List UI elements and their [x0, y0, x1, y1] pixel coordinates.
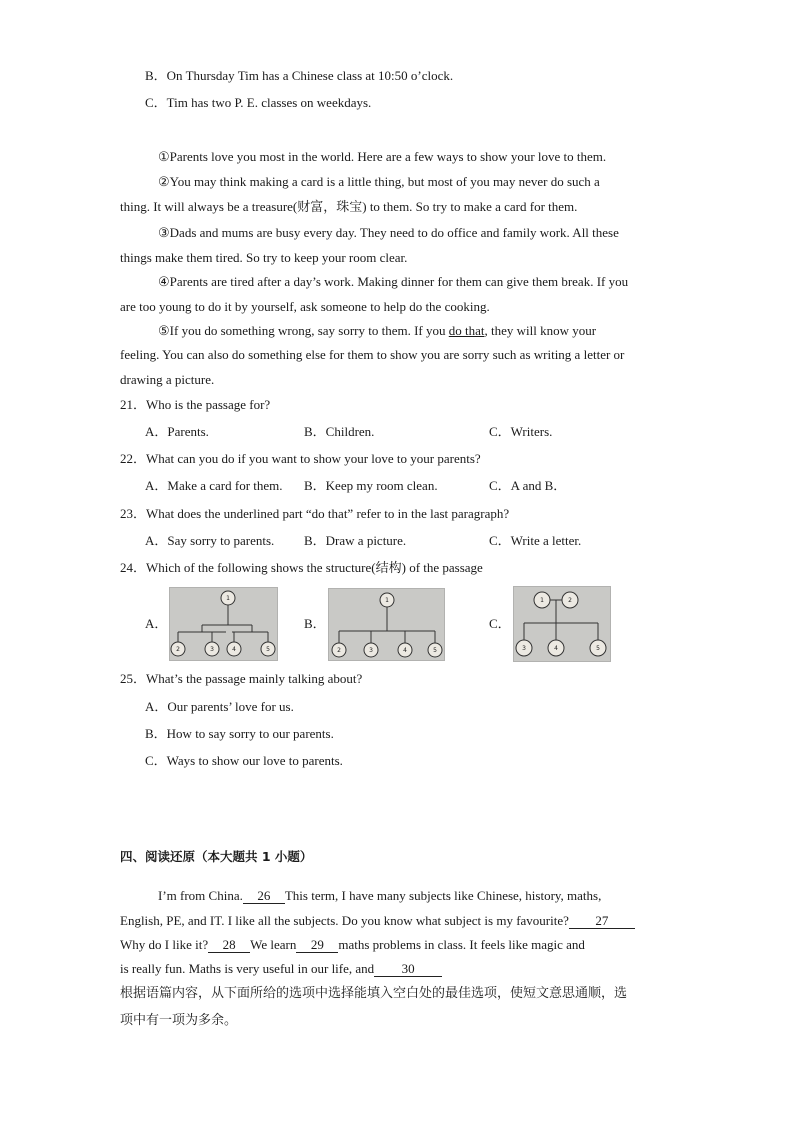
p5-text-b: , they will know your [484, 323, 597, 338]
diagram-b-label-4: 4 [403, 647, 407, 654]
cloze-text: I’m from China. [158, 888, 243, 903]
question-22-option-b[interactable]: B．Keep my room clean. [304, 478, 438, 493]
question-21-stem: 21．Who is the passage for? [120, 397, 271, 412]
question-24-stem: 24．Which of the following shows the structure(结构) of the passage [120, 560, 483, 575]
diagram-c-label-5: 5 [596, 645, 600, 652]
prev-option-b: B．On Thursday Tim has a Chinese class at 10:50 o’clock. [145, 68, 454, 83]
question-21-option-a[interactable]: A．Parents. [145, 424, 209, 439]
cloze-text: Why do I like it? [120, 937, 209, 952]
question-25-option-c[interactable]: C．Ways to show our love to parents. [145, 753, 343, 768]
question-24-option-c[interactable]: C． [489, 616, 511, 631]
passage-paragraph-4-line-2: are too young to do it by yourself, ask someone to help do the cooking. [120, 299, 490, 314]
question-24-option-b[interactable]: B． [304, 616, 326, 631]
passage-paragraph-3-line-1: ③Dads and mums are busy every day. They need to do office and family work. All these [158, 225, 619, 240]
question-23-stem: 23．What does the underlined part “do that” refer to in the last paragraph? [120, 506, 510, 521]
blank-30[interactable]: 30 [374, 962, 442, 977]
instruction-line-2: 项中有一项为多余。 [120, 1013, 238, 1028]
blank-28[interactable]: 28 [208, 938, 250, 953]
section-4-title: 四、阅读还原（本大题共 1 小题） [120, 849, 313, 864]
structure-diagram-b[interactable] [328, 588, 445, 661]
question-22-stem: 22．What can you do if you want to show your love to your parents? [120, 451, 481, 466]
cloze-text: is really fun. Maths is very useful in our life, and [120, 961, 375, 976]
structure-diagram-c[interactable] [513, 586, 611, 662]
question-22-option-c[interactable]: C．A and B． [489, 478, 567, 493]
question-23-option-b[interactable]: B．Draw a picture. [304, 533, 407, 548]
diagram-a-label-3: 3 [210, 646, 214, 653]
diagram-a-label-4: 4 [232, 646, 236, 653]
question-23-option-c[interactable]: C．Write a letter. [489, 533, 582, 548]
blank-27[interactable]: 27 [569, 914, 635, 929]
cloze-line-2 [120, 913, 635, 929]
underlined-do-that: do that [448, 323, 485, 338]
passage-paragraph-4-line-1: ④Parents are tired after a day’s work. Making dinner for them can give them break. If you [158, 274, 629, 289]
cloze-text: This term, I have many subjects like Chinese, history, maths, [284, 888, 602, 903]
passage-paragraph-5-line-2: feeling. You can also do something else for them to show you are sorry such as writing a letter or [120, 347, 625, 362]
cloze-text: We learn [250, 937, 297, 952]
cloze-line-1 [158, 888, 601, 904]
question-22-option-a[interactable]: A．Make a card for them. [145, 478, 283, 493]
instruction-line-1: 根据语篇内容，从下面所给的选项中选择能填入空白处的最佳选项，使短文意思通顺，选 [120, 986, 628, 1001]
p5-text-a: ⑤If you do something wrong, say sorry to them. If you [158, 323, 449, 338]
diagram-c-label-3: 3 [522, 645, 526, 652]
passage-paragraph-5-line-3: drawing a picture. [120, 372, 215, 387]
diagram-b-label-2: 2 [337, 647, 341, 654]
cloze-line-4 [120, 961, 442, 977]
prev-option-c: C．Tim has two P. E. classes on weekdays. [145, 95, 372, 110]
diagram-b-label-1: 1 [385, 597, 389, 604]
question-25-option-b[interactable]: B．How to say sorry to our parents. [145, 726, 334, 741]
question-21-option-b[interactable]: B．Children. [304, 424, 375, 439]
passage-paragraph-1: ①Parents love you most in the world. Here are a few ways to show your love to them. [158, 149, 607, 164]
blank-26[interactable]: 26 [243, 889, 285, 904]
cloze-text: maths problems in class. It feels like magic and [338, 937, 585, 952]
question-21-option-c[interactable]: C．Writers. [489, 424, 553, 439]
cloze-line-3 [120, 937, 585, 953]
question-23-option-a[interactable]: A．Say sorry to parents. [145, 533, 275, 548]
question-24-option-a[interactable]: A． [145, 616, 168, 631]
blank-29[interactable]: 29 [296, 938, 338, 953]
structure-diagram-a[interactable] [169, 587, 278, 661]
cloze-text: English, PE, and IT. I like all the subjects. Do you know what subject is my favourite? [120, 913, 569, 928]
diagram-a-label-5: 5 [266, 646, 270, 653]
passage-paragraph-2-line-1: ②You may think making a card is a little thing, but most of you may never do such a [158, 174, 600, 189]
diagram-b-label-5: 5 [433, 647, 437, 654]
question-25-stem: 25．What’s the passage mainly talking about? [120, 671, 363, 686]
diagram-c-label-2: 2 [568, 597, 572, 604]
passage-paragraph-5-line-1 [158, 323, 596, 339]
diagram-b-label-3: 3 [369, 647, 373, 654]
passage-paragraph-3-line-2: things make them tired. So try to keep your room clear. [120, 250, 408, 265]
diagram-a-label-2: 2 [176, 646, 180, 653]
diagram-a-label-1: 1 [226, 595, 230, 602]
question-25-option-a[interactable]: A．Our parents’ love for us. [145, 699, 294, 714]
diagram-c-label-4: 4 [554, 645, 558, 652]
passage-paragraph-2-line-2: thing. It will always be a treasure(财富，珠宝) to them. So try to make a card for them. [120, 199, 578, 214]
diagram-c-label-1: 1 [540, 597, 544, 604]
